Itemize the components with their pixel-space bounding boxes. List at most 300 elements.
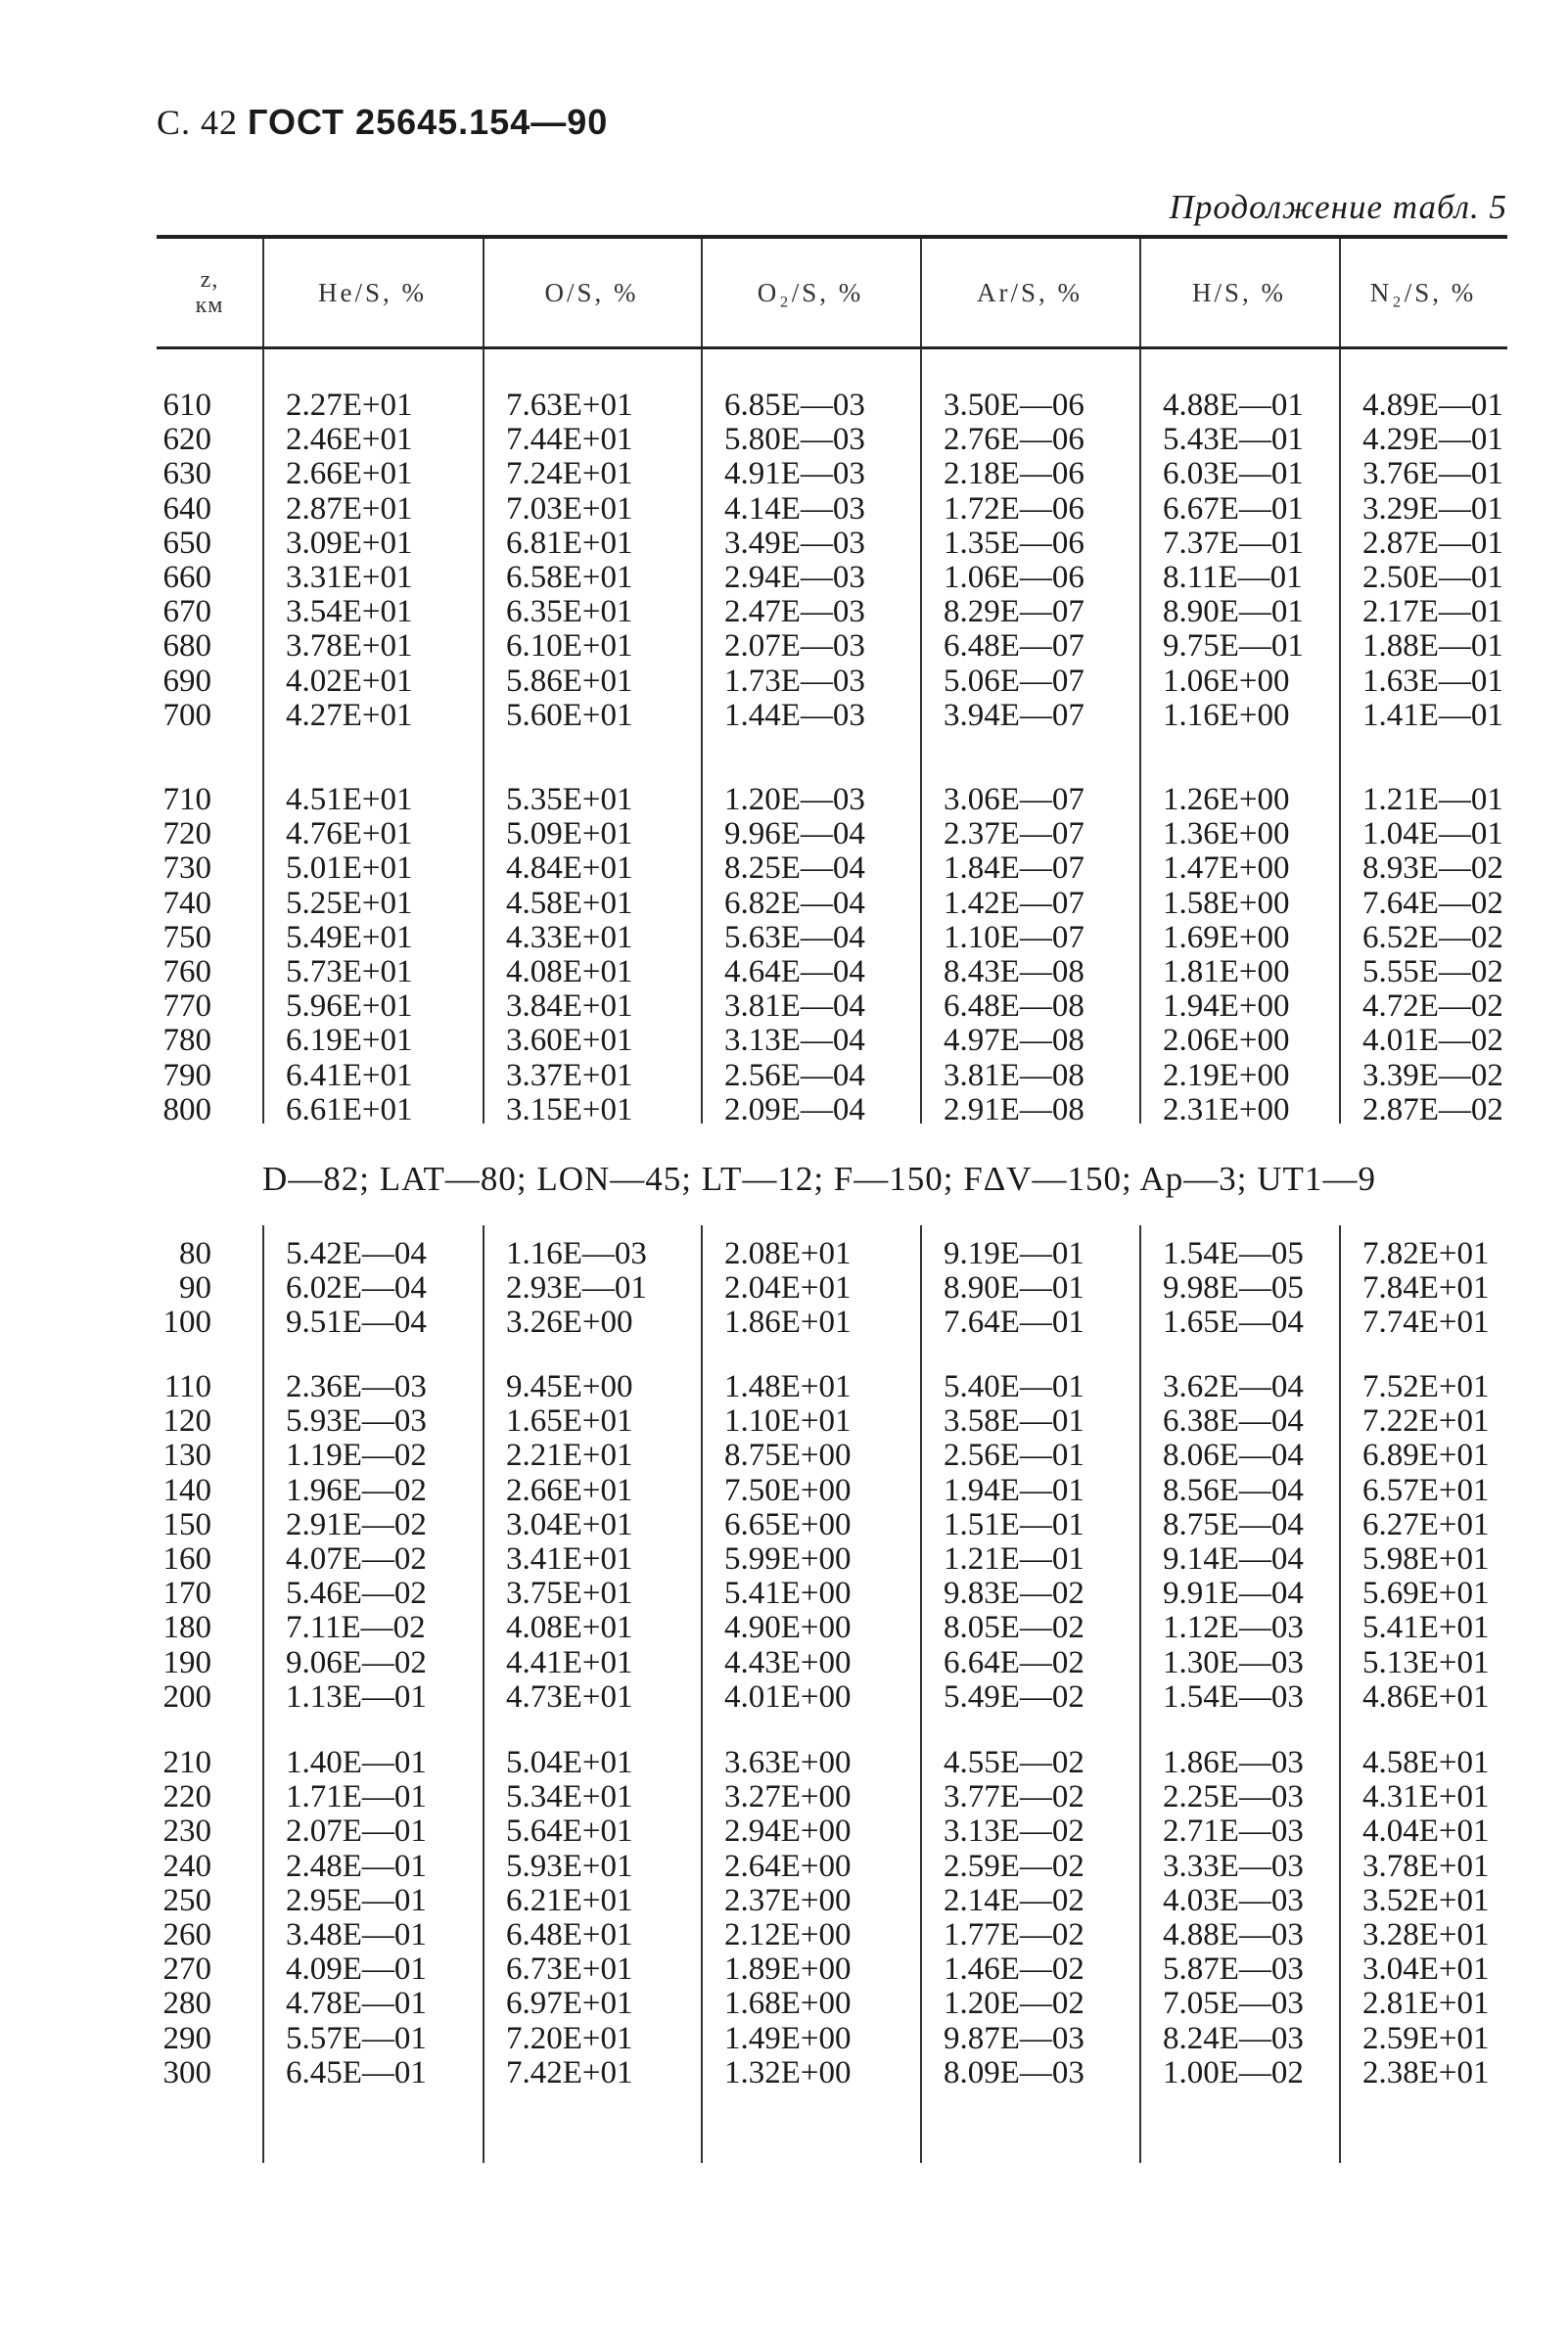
cell-ar: 4.97E—08 bbox=[944, 1023, 1084, 1059]
table-row bbox=[157, 783, 1507, 817]
cell-n2: 5.69E+01 bbox=[1362, 1576, 1490, 1612]
cell-ar: 1.42E—07 bbox=[944, 885, 1084, 921]
cell-h: 5.87E—03 bbox=[1163, 1952, 1304, 1988]
cell-h: 1.06E+00 bbox=[1163, 663, 1290, 699]
table-row bbox=[157, 1024, 1507, 1058]
cell-o: 7.63E+01 bbox=[506, 388, 633, 423]
table-row bbox=[157, 457, 1507, 491]
table-row bbox=[157, 921, 1507, 955]
cell-o: 7.20E+01 bbox=[506, 2020, 633, 2056]
cell-he: 1.71E—01 bbox=[286, 1779, 427, 1815]
cell-altitude: 630 bbox=[162, 456, 211, 492]
cell-h: 2.71E—03 bbox=[1163, 1814, 1304, 1850]
cell-h: 9.91E—04 bbox=[1163, 1576, 1304, 1612]
header-divider bbox=[1339, 239, 1341, 346]
cell-altitude: 800 bbox=[162, 1091, 211, 1127]
cell-ar: 1.20E—02 bbox=[944, 1986, 1084, 2022]
cell-he: 1.13E—01 bbox=[286, 1678, 427, 1715]
cell-h: 6.38E—04 bbox=[1163, 1403, 1304, 1440]
cell-n2: 6.57E+01 bbox=[1362, 1472, 1490, 1508]
cell-o: 5.09E+01 bbox=[506, 816, 633, 852]
header-divider bbox=[701, 239, 703, 346]
cell-he: 7.11E—02 bbox=[286, 1610, 426, 1646]
cell-ar: 2.37E—07 bbox=[944, 816, 1084, 852]
cell-altitude: 280 bbox=[162, 1986, 211, 2022]
cell-ar: 1.94E—01 bbox=[944, 1472, 1084, 1508]
cell-n2: 3.04E+01 bbox=[1362, 1952, 1490, 1988]
cell-ar: 3.58E—01 bbox=[944, 1403, 1084, 1440]
cell-o2: 1.68E+00 bbox=[724, 1986, 852, 2022]
cell-n2: 7.22E+01 bbox=[1362, 1403, 1490, 1440]
column-header-n2 bbox=[1339, 239, 1507, 346]
cell-h: 2.31E+00 bbox=[1163, 1091, 1290, 1127]
cell-n2: 6.89E+01 bbox=[1362, 1438, 1490, 1474]
cell-o2: 2.07E—03 bbox=[724, 628, 865, 665]
cell-n2: 7.84E+01 bbox=[1362, 1270, 1490, 1307]
cell-ar: 1.72E—06 bbox=[944, 490, 1084, 527]
cell-n2: 1.88E—01 bbox=[1362, 628, 1503, 665]
table-row bbox=[157, 1542, 1507, 1577]
cell-he: 3.54E+01 bbox=[286, 594, 413, 630]
cell-o2: 3.13E—04 bbox=[724, 1023, 865, 1059]
cell-o: 3.75E+01 bbox=[506, 1576, 633, 1612]
cell-altitude: 690 bbox=[162, 663, 211, 699]
table-row bbox=[157, 1306, 1507, 1340]
table-header-row bbox=[157, 239, 1507, 346]
cell-o2: 2.56E—04 bbox=[724, 1057, 865, 1093]
cell-o: 5.04E+01 bbox=[506, 1745, 633, 1780]
cell-ar: 3.81E—08 bbox=[944, 1057, 1084, 1093]
cell-o: 5.93E+01 bbox=[506, 1848, 633, 1884]
cell-he: 2.46E+01 bbox=[286, 422, 413, 458]
cell-o: 4.08E+01 bbox=[506, 1610, 633, 1646]
table-row bbox=[157, 1814, 1507, 1849]
cell-ar: 1.10E—07 bbox=[944, 919, 1084, 955]
cell-n2: 1.41E—01 bbox=[1362, 697, 1503, 733]
cell-altitude: 260 bbox=[162, 1917, 211, 1952]
cell-o: 6.73E+01 bbox=[506, 1952, 633, 1988]
cell-n2: 4.72E—02 bbox=[1362, 988, 1503, 1025]
cell-altitude: 170 bbox=[162, 1576, 211, 1612]
cell-h: 6.03E—01 bbox=[1163, 456, 1304, 492]
cell-h: 1.12E—03 bbox=[1163, 1610, 1304, 1646]
cell-he: 6.41E+01 bbox=[286, 1057, 413, 1093]
cell-n2: 2.17E—01 bbox=[1362, 594, 1503, 630]
cell-o: 3.15E+01 bbox=[506, 1091, 633, 1127]
cell-ar: 1.06E—06 bbox=[944, 560, 1084, 595]
cell-h: 4.03E—03 bbox=[1163, 1882, 1304, 1918]
cell-n2: 3.39E—02 bbox=[1362, 1057, 1503, 1093]
cell-he: 5.49E+01 bbox=[286, 919, 413, 955]
cell-o2: 3.63E+00 bbox=[724, 1745, 852, 1780]
cell-ar: 2.56E—01 bbox=[944, 1438, 1084, 1474]
column-header-title: N₂/S, % bbox=[1369, 277, 1477, 307]
column-header-title: O₂/S, % bbox=[757, 277, 864, 307]
cell-ar: 9.83E—02 bbox=[944, 1576, 1084, 1612]
cell-ar: 3.77E—02 bbox=[944, 1779, 1084, 1815]
cell-n2: 5.13E+01 bbox=[1362, 1644, 1490, 1680]
table-row bbox=[157, 561, 1507, 595]
cell-o2: 2.37E+00 bbox=[724, 1882, 852, 1918]
cell-h: 1.58E+00 bbox=[1163, 885, 1290, 921]
cell-h: 2.06E+00 bbox=[1163, 1023, 1290, 1059]
table-row bbox=[157, 1577, 1507, 1611]
table-row bbox=[157, 1059, 1507, 1093]
cell-n2: 2.87E—01 bbox=[1362, 525, 1503, 561]
cell-ar: 6.48E—08 bbox=[944, 988, 1084, 1025]
cell-altitude: 80 bbox=[179, 1236, 211, 1271]
cell-altitude: 240 bbox=[162, 1848, 211, 1884]
table-row bbox=[157, 1370, 1507, 1404]
cell-o2: 2.94E+00 bbox=[724, 1814, 852, 1850]
cell-he: 3.78E+01 bbox=[286, 628, 413, 665]
cell-o2: 1.20E—03 bbox=[724, 782, 865, 817]
cell-ar: 3.06E—07 bbox=[944, 782, 1084, 817]
cell-o: 2.21E+01 bbox=[506, 1438, 633, 1474]
cell-o2: 1.32E+00 bbox=[724, 2054, 852, 2090]
header-divider bbox=[483, 239, 484, 346]
table-row bbox=[157, 527, 1507, 561]
cell-altitude: 160 bbox=[162, 1541, 211, 1577]
cell-altitude: 760 bbox=[162, 954, 211, 989]
column-header-o2 bbox=[701, 239, 920, 346]
cell-he: 5.96E+01 bbox=[286, 988, 413, 1025]
cell-h: 6.67E—01 bbox=[1163, 490, 1304, 527]
cell-altitude: 620 bbox=[162, 422, 211, 458]
column-header-unit: км bbox=[195, 293, 224, 318]
cell-o2: 2.64E+00 bbox=[724, 1848, 852, 1884]
table-row bbox=[157, 1746, 1507, 1780]
cell-o2: 2.47E—03 bbox=[724, 594, 865, 630]
table-row bbox=[157, 1404, 1507, 1439]
cell-he: 2.87E+01 bbox=[286, 490, 413, 527]
cell-o: 4.73E+01 bbox=[506, 1678, 633, 1715]
cell-h: 1.81E+00 bbox=[1163, 954, 1290, 989]
cell-ar: 1.46E—02 bbox=[944, 1952, 1084, 1988]
cell-he: 2.66E+01 bbox=[286, 456, 413, 492]
cell-o2: 4.90E+00 bbox=[724, 1610, 852, 1646]
cell-he: 1.96E—02 bbox=[286, 1472, 427, 1508]
cell-o: 4.41E+01 bbox=[506, 1644, 633, 1680]
column-header-o bbox=[483, 239, 701, 346]
cell-ar: 5.49E—02 bbox=[944, 1678, 1084, 1715]
cell-o: 2.93E—01 bbox=[506, 1270, 647, 1307]
cell-o2: 1.48E+01 bbox=[724, 1369, 852, 1404]
cell-he: 4.78E—01 bbox=[286, 1986, 427, 2022]
cell-altitude: 150 bbox=[162, 1506, 211, 1542]
cell-o2: 6.65E+00 bbox=[724, 1506, 852, 1542]
cell-ar: 3.94E—07 bbox=[944, 697, 1084, 733]
cell-he: 6.19E+01 bbox=[286, 1023, 413, 1059]
cell-altitude: 190 bbox=[162, 1644, 211, 1680]
cell-he: 6.45E—01 bbox=[286, 2054, 427, 2090]
cell-n2: 5.41E+01 bbox=[1362, 1610, 1490, 1646]
cell-he: 1.19E—02 bbox=[286, 1438, 427, 1474]
cell-o2: 3.81E—04 bbox=[724, 988, 865, 1025]
cell-o2: 5.99E+00 bbox=[724, 1541, 852, 1577]
cell-h: 8.75E—04 bbox=[1163, 1506, 1304, 1542]
cell-o: 9.45E+00 bbox=[506, 1369, 633, 1404]
cell-ar: 2.76E—06 bbox=[944, 422, 1084, 458]
cell-o: 6.81E+01 bbox=[506, 525, 633, 561]
cell-n2: 5.98E+01 bbox=[1362, 1541, 1490, 1577]
table-row bbox=[157, 1093, 1507, 1127]
table-row bbox=[157, 1884, 1507, 1918]
cell-n2: 4.89E—01 bbox=[1362, 388, 1503, 423]
cell-ar: 2.91E—08 bbox=[944, 1091, 1084, 1127]
table-row bbox=[157, 2056, 1507, 2090]
cell-o: 3.04E+01 bbox=[506, 1506, 633, 1542]
cell-ar: 8.90E—01 bbox=[944, 1270, 1084, 1307]
cell-h: 8.56E—04 bbox=[1163, 1472, 1304, 1508]
cell-h: 5.43E—01 bbox=[1163, 422, 1304, 458]
cell-o2: 3.49E—03 bbox=[724, 525, 865, 561]
cell-n2: 4.86E+01 bbox=[1362, 1678, 1490, 1715]
cell-altitude: 180 bbox=[162, 1610, 211, 1646]
cell-h: 7.37E—01 bbox=[1163, 525, 1304, 561]
cell-he: 4.02E+01 bbox=[286, 663, 413, 699]
table-row bbox=[157, 955, 1507, 989]
cell-n2: 6.27E+01 bbox=[1362, 1506, 1490, 1542]
cell-o: 6.58E+01 bbox=[506, 560, 633, 595]
table-row bbox=[157, 1780, 1507, 1814]
cell-h: 1.47E+00 bbox=[1163, 850, 1290, 887]
cell-n2: 2.50E—01 bbox=[1362, 560, 1503, 595]
cell-o: 4.33E+01 bbox=[506, 919, 633, 955]
cell-h: 7.05E—03 bbox=[1163, 1986, 1304, 2022]
cell-altitude: 710 bbox=[162, 782, 211, 817]
cell-altitude: 210 bbox=[162, 1745, 211, 1780]
cell-h: 1.36E+00 bbox=[1163, 816, 1290, 852]
cell-he: 3.48E—01 bbox=[286, 1917, 427, 1952]
cell-he: 9.51E—04 bbox=[286, 1305, 427, 1341]
column-header-title: O/S, % bbox=[544, 277, 639, 307]
cell-h: 1.94E+00 bbox=[1163, 988, 1290, 1025]
cell-he: 6.61E+01 bbox=[286, 1091, 413, 1127]
table-row bbox=[157, 851, 1507, 886]
cell-n2: 4.31E+01 bbox=[1362, 1779, 1490, 1815]
cell-he: 4.76E+01 bbox=[286, 816, 413, 852]
cell-altitude: 200 bbox=[162, 1678, 211, 1715]
standard-number: ГОСТ 25645.154—90 bbox=[248, 102, 609, 142]
column-header-title: H/S, % bbox=[1191, 277, 1286, 307]
cell-n2: 3.52E+01 bbox=[1362, 1882, 1490, 1918]
cell-o: 1.16E—03 bbox=[506, 1236, 647, 1271]
cell-altitude: 770 bbox=[162, 988, 211, 1025]
cell-h: 3.62E—04 bbox=[1163, 1369, 1304, 1404]
cell-ar: 8.05E—02 bbox=[944, 1610, 1084, 1646]
cell-he: 1.40E—01 bbox=[286, 1745, 427, 1780]
cell-h: 4.88E—01 bbox=[1163, 388, 1304, 423]
cell-h: 1.26E+00 bbox=[1163, 782, 1290, 817]
table-row bbox=[157, 595, 1507, 629]
cell-ar: 2.59E—02 bbox=[944, 1848, 1084, 1884]
cell-altitude: 700 bbox=[162, 697, 211, 733]
cell-he: 4.09E—01 bbox=[286, 1952, 427, 1988]
column-header-title: He/S, % bbox=[318, 277, 427, 307]
cell-o2: 2.12E+00 bbox=[724, 1917, 852, 1952]
table-row bbox=[157, 1850, 1507, 1884]
cell-he: 6.02E—04 bbox=[286, 1270, 427, 1307]
cell-o: 5.64E+01 bbox=[506, 1814, 633, 1850]
cell-n2: 3.28E+01 bbox=[1362, 1917, 1490, 1952]
cell-altitude: 780 bbox=[162, 1023, 211, 1059]
cell-o2: 8.25E—04 bbox=[724, 850, 865, 887]
cell-n2: 8.93E—02 bbox=[1362, 850, 1503, 887]
table-row bbox=[157, 665, 1507, 699]
cell-he: 5.57E—01 bbox=[286, 2020, 427, 2056]
table-row bbox=[157, 1918, 1507, 1952]
cell-altitude: 110 bbox=[163, 1369, 211, 1404]
cell-o: 3.84E+01 bbox=[506, 988, 633, 1025]
cell-o: 5.86E+01 bbox=[506, 663, 633, 699]
cell-ar: 2.14E—02 bbox=[944, 1882, 1084, 1918]
cell-ar: 9.19E—01 bbox=[944, 1236, 1084, 1271]
cell-ar: 1.35E—06 bbox=[944, 525, 1084, 561]
cell-he: 2.36E—03 bbox=[286, 1369, 427, 1404]
cell-o: 6.35E+01 bbox=[506, 594, 633, 630]
cell-altitude: 130 bbox=[162, 1438, 211, 1474]
cell-altitude: 230 bbox=[162, 1814, 211, 1850]
table-row bbox=[157, 989, 1507, 1024]
column-header-h bbox=[1139, 239, 1339, 346]
cell-n2: 4.29E—01 bbox=[1362, 422, 1503, 458]
condition-text: D—82; LAT—80; LON—45; LT—12; F—150; FΔV—150; Ap—3; UT1—9 bbox=[262, 1160, 1376, 1198]
cell-altitude: 660 bbox=[162, 560, 211, 595]
cell-altitude: 220 bbox=[162, 1779, 211, 1815]
cell-o2: 1.73E—03 bbox=[724, 663, 865, 699]
cell-he: 4.07E—02 bbox=[286, 1541, 427, 1577]
table-row bbox=[157, 1952, 1507, 1987]
column-header-altitude bbox=[157, 239, 262, 346]
cell-he: 2.91E—02 bbox=[286, 1506, 427, 1542]
cell-o2: 2.08E+01 bbox=[724, 1236, 852, 1271]
cell-h: 1.54E—03 bbox=[1163, 1678, 1304, 1715]
header-divider bbox=[262, 239, 264, 346]
cell-n2: 1.63E—01 bbox=[1362, 663, 1503, 699]
table-row bbox=[157, 423, 1507, 457]
cell-o2: 5.63E—04 bbox=[724, 919, 865, 955]
cell-o: 3.37E+01 bbox=[506, 1057, 633, 1093]
cell-h: 1.30E—03 bbox=[1163, 1644, 1304, 1680]
cell-he: 5.25E+01 bbox=[286, 885, 413, 921]
cell-h: 8.06E—04 bbox=[1163, 1438, 1304, 1474]
cell-he: 3.09E+01 bbox=[286, 525, 413, 561]
cell-he: 5.01E+01 bbox=[286, 850, 413, 887]
cell-altitude: 740 bbox=[162, 885, 211, 921]
cell-o: 3.60E+01 bbox=[506, 1023, 633, 1059]
table-row bbox=[157, 1611, 1507, 1645]
table-row bbox=[157, 629, 1507, 664]
cell-altitude: 140 bbox=[162, 1472, 211, 1508]
cell-ar: 6.48E—07 bbox=[944, 628, 1084, 665]
header-divider bbox=[1139, 239, 1141, 346]
cell-h: 8.11E—01 bbox=[1163, 560, 1303, 595]
cell-n2: 4.01E—02 bbox=[1362, 1023, 1503, 1059]
cell-n2: 7.64E—02 bbox=[1362, 885, 1503, 921]
cell-o2: 4.01E+00 bbox=[724, 1678, 852, 1715]
table-row bbox=[157, 817, 1507, 851]
cell-altitude: 290 bbox=[162, 2020, 211, 2056]
cell-o2: 5.80E—03 bbox=[724, 422, 865, 458]
cell-altitude: 90 bbox=[179, 1270, 211, 1307]
table-header-rule bbox=[157, 346, 1507, 349]
cell-n2: 2.81E+01 bbox=[1362, 1986, 1490, 2022]
table-row bbox=[157, 1680, 1507, 1715]
cell-o: 4.08E+01 bbox=[506, 954, 633, 989]
cell-o2: 2.09E—04 bbox=[724, 1091, 865, 1127]
cell-altitude: 610 bbox=[162, 388, 211, 423]
cell-o: 4.84E+01 bbox=[506, 850, 633, 887]
cell-altitude: 120 bbox=[162, 1403, 211, 1440]
cell-he: 5.46E—02 bbox=[286, 1576, 427, 1612]
cell-o2: 5.41E+00 bbox=[724, 1576, 852, 1612]
cell-h: 3.33E—03 bbox=[1163, 1848, 1304, 1884]
cell-ar: 4.55E—02 bbox=[944, 1745, 1084, 1780]
cell-n2: 7.82E+01 bbox=[1362, 1236, 1490, 1271]
cell-o2: 4.43E+00 bbox=[724, 1644, 852, 1680]
cell-o: 7.03E+01 bbox=[506, 490, 633, 527]
cell-h: 1.86E—03 bbox=[1163, 1745, 1304, 1780]
cell-o: 6.10E+01 bbox=[506, 628, 633, 665]
cell-he: 2.48E—01 bbox=[286, 1848, 427, 1884]
cell-o2: 4.91E—03 bbox=[724, 456, 865, 492]
header-divider bbox=[920, 239, 922, 346]
cell-altitude: 300 bbox=[162, 2054, 211, 2090]
table-row bbox=[157, 1987, 1507, 2021]
cell-he: 5.73E+01 bbox=[286, 954, 413, 989]
table-continuation-label: Продолжение табл. 5 bbox=[1169, 188, 1507, 226]
cell-n2: 1.04E—01 bbox=[1362, 816, 1503, 852]
cell-h: 4.88E—03 bbox=[1163, 1917, 1304, 1952]
cell-altitude: 680 bbox=[162, 628, 211, 665]
table-row bbox=[157, 1439, 1507, 1473]
cell-h: 1.00E—02 bbox=[1163, 2054, 1304, 2090]
cell-he: 4.27E+01 bbox=[286, 697, 413, 733]
page-header bbox=[157, 102, 608, 143]
cell-ar: 2.18E—06 bbox=[944, 456, 1084, 492]
table-row bbox=[157, 887, 1507, 921]
cell-o2: 1.10E+01 bbox=[724, 1403, 852, 1440]
cell-altitude: 720 bbox=[162, 816, 211, 852]
cell-o: 5.60E+01 bbox=[506, 697, 633, 733]
cell-ar: 5.06E—07 bbox=[944, 663, 1084, 699]
column-header-he bbox=[262, 239, 483, 346]
table-row bbox=[157, 389, 1507, 423]
cell-altitude: 250 bbox=[162, 1882, 211, 1918]
column-header-title: z, bbox=[200, 267, 219, 293]
cell-ar: 1.51E—01 bbox=[944, 1506, 1084, 1542]
cell-o: 4.58E+01 bbox=[506, 885, 633, 921]
cell-n2: 3.78E+01 bbox=[1362, 1848, 1490, 1884]
cell-o2: 7.50E+00 bbox=[724, 1472, 852, 1508]
cell-altitude: 100 bbox=[162, 1305, 211, 1341]
cell-he: 2.07E—01 bbox=[286, 1814, 427, 1850]
cell-n2: 5.55E—02 bbox=[1362, 954, 1503, 989]
table-row bbox=[157, 2022, 1507, 2056]
page-number: С. 42 bbox=[157, 103, 239, 142]
cell-he: 2.27E+01 bbox=[286, 388, 413, 423]
cell-h: 2.19E+00 bbox=[1163, 1057, 1290, 1093]
cell-ar: 3.13E—02 bbox=[944, 1814, 1084, 1850]
cell-ar: 1.77E—02 bbox=[944, 1917, 1084, 1952]
cell-n2: 3.29E—01 bbox=[1362, 490, 1503, 527]
cell-o2: 6.82E—04 bbox=[724, 885, 865, 921]
cell-altitude: 730 bbox=[162, 850, 211, 887]
cell-he: 5.93E—03 bbox=[286, 1403, 427, 1440]
cell-ar: 3.50E—06 bbox=[944, 388, 1084, 423]
cell-he: 3.31E+01 bbox=[286, 560, 413, 595]
